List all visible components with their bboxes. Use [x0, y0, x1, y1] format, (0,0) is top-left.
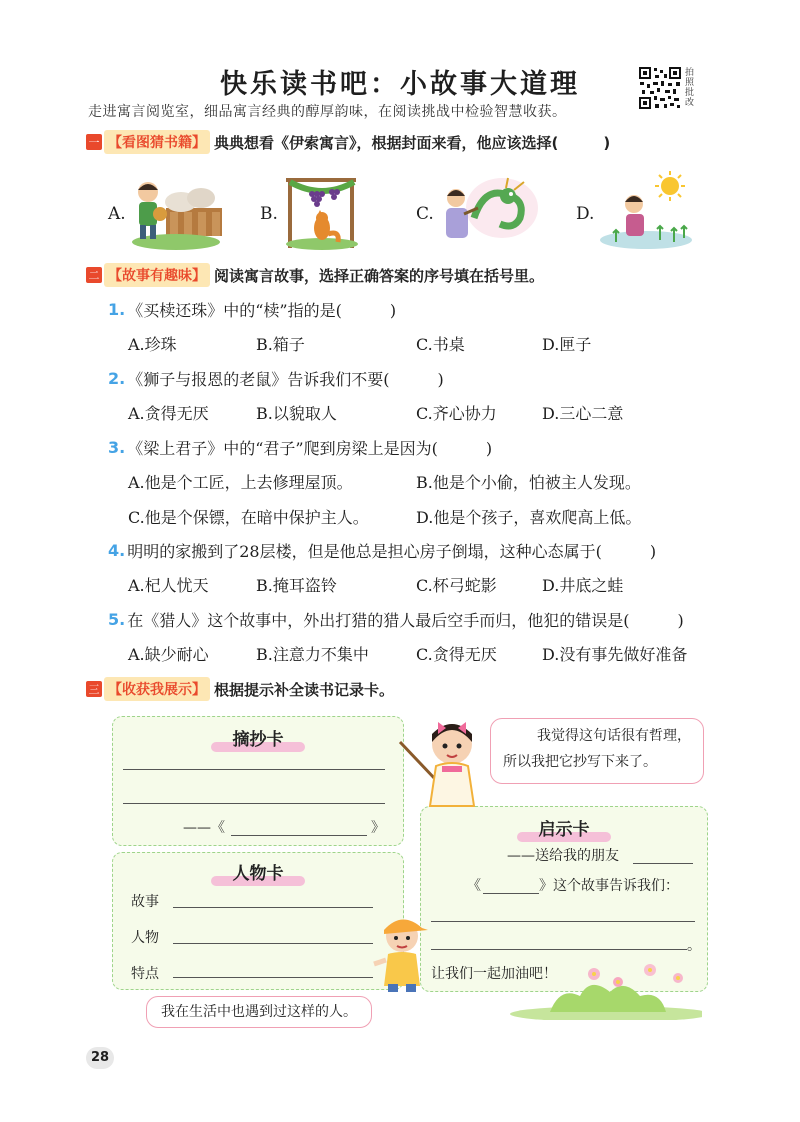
question-text: 明明的家搬到了28层楼，但是他总是担心房子倒塌，这种心态属于( ) [127, 542, 657, 561]
page-title: 快乐读书吧：小故事大道理 [220, 69, 580, 100]
page-subtitle: 走进寓言阅览室，细品寓言经典的醇厚韵味，在阅读挑战中检验智慧收获。 [88, 104, 567, 120]
question-text: 《狮子与报恩的老鼠》告诉我们不要( ) [127, 370, 444, 389]
insight-friend-blank[interactable] [633, 863, 693, 864]
person-card-title: 人物卡 [223, 859, 293, 884]
option-c[interactable]: C.他是个保镖，在暗中保护主人。 [128, 508, 369, 527]
section-tag: 【看图猜书籍】 [104, 130, 210, 154]
insight-dedication: ——送给我的朋友 [507, 848, 619, 864]
insight-cheer: 让我们一起加油吧！ [431, 966, 557, 982]
girl-bubble-line-1: 我觉得这句话很有哲理， [537, 728, 691, 744]
question-text: 《买椟还珠》中的“椟”指的是( ) [127, 301, 397, 320]
option-c[interactable]: C.杯弓蛇影 [416, 576, 497, 595]
question-number: 4. [108, 541, 126, 560]
flowers-icon [490, 962, 702, 1020]
insight-story-blank[interactable] [483, 893, 539, 894]
section-number: 三 [86, 681, 102, 697]
question-number: 5. [108, 610, 126, 629]
option-a[interactable]: A.他是个工匠，上去修理屋顶。 [128, 473, 353, 492]
excerpt-source-suffix: 》 [371, 820, 385, 836]
option-c[interactable]: C.书桌 [416, 335, 465, 354]
excerpt-line-1[interactable] [123, 769, 385, 770]
option-d[interactable]: D.没有事先做好准备 [542, 645, 688, 664]
person-character-blank[interactable] [173, 943, 373, 944]
question-number: 2. [108, 369, 126, 388]
section-number: 一 [86, 134, 102, 150]
question-3 [108, 436, 492, 459]
fox-grapes-icon[interactable] [282, 170, 362, 252]
excerpt-line-2[interactable] [123, 803, 385, 804]
qr-code-icon[interactable] [638, 66, 682, 110]
option-b[interactable]: B.以貌取人 [256, 404, 337, 423]
question-text: 《梁上君子》中的“君子”爬到房梁上是因为( ) [127, 439, 493, 458]
option-a[interactable]: A.珍珠 [128, 335, 177, 354]
question-text: 在《猎人》这个故事中，外出打猎的猎人最后空手而归，他犯的错误是( ) [127, 611, 684, 630]
option-a[interactable]: A.缺少耐心 [128, 645, 209, 664]
girl-character-icon [396, 714, 490, 812]
boy-character-icon [370, 906, 436, 994]
section-1-header [86, 129, 610, 155]
insight-line-1[interactable] [431, 921, 695, 922]
option-a[interactable]: A.贪得无厌 [128, 404, 209, 423]
section-tag: 【收获我展示】 [104, 677, 210, 701]
insight-story-prefix: 《 [467, 878, 481, 894]
girl-bubble-line-2: 所以我把它抄写下来了。 [503, 754, 657, 770]
section-instruction: 阅读寓言故事，选择正确答案的序号填在括号里。 [214, 266, 545, 285]
dragon-painting-icon[interactable] [434, 168, 540, 252]
excerpt-card [112, 716, 404, 846]
mirror-selling-boy-icon[interactable] [126, 170, 226, 252]
option-b[interactable]: B.注意力不集中 [256, 645, 369, 664]
question-2 [108, 367, 444, 390]
person-card [112, 852, 404, 990]
excerpt-card-title: 摘抄卡 [223, 725, 293, 750]
option-c-label: C. [416, 204, 434, 224]
seedling-pulling-icon[interactable] [596, 168, 696, 252]
question-5 [108, 608, 684, 631]
section-number: 二 [86, 267, 102, 283]
option-d-label: D. [576, 204, 595, 224]
excerpt-source-blank[interactable] [231, 835, 367, 836]
option-d[interactable]: D.匣子 [542, 335, 592, 354]
person-label-story: 故事 [131, 894, 159, 910]
question-number: 3. [108, 438, 126, 457]
section-tag: 【故事有趣味】 [104, 263, 210, 287]
person-label-character: 人物 [131, 930, 159, 946]
option-a[interactable]: A.杞人忧天 [128, 576, 209, 595]
option-d[interactable]: D.井底之蛙 [542, 576, 624, 595]
option-c[interactable]: C.齐心协力 [416, 404, 497, 423]
option-b-label: B. [260, 204, 278, 224]
option-d[interactable]: D.三心二意 [542, 404, 624, 423]
option-b[interactable]: B.他是个小偷，怕被主人发现。 [416, 473, 641, 492]
question-1 [108, 298, 396, 321]
section-3-header [86, 676, 394, 702]
section-instruction: 根据提示补全读书记录卡。 [214, 680, 395, 699]
option-c[interactable]: C.贪得无厌 [416, 645, 497, 664]
page-number: 28 [86, 1047, 114, 1069]
insight-line-2[interactable] [431, 949, 687, 950]
question-4 [108, 539, 656, 562]
option-b[interactable]: B.箱子 [256, 335, 305, 354]
option-d[interactable]: D.他是个孩子，喜欢爬高上低。 [416, 508, 642, 527]
person-story-blank[interactable] [173, 907, 373, 908]
section-2-header [86, 262, 544, 288]
excerpt-source-prefix: ——《 [183, 820, 225, 836]
option-b[interactable]: B.掩耳盗铃 [256, 576, 337, 595]
person-label-trait: 特点 [131, 966, 159, 982]
insight-story-suffix: 》这个故事告诉我们： [539, 878, 679, 894]
qr-label: 拍照批改 [685, 68, 695, 108]
person-trait-blank[interactable] [173, 977, 373, 978]
girl-speech-bubble [490, 718, 704, 784]
option-a-label: A. [108, 204, 126, 224]
insight-card-title: 启示卡 [529, 815, 599, 840]
section-instruction: 典典想看《伊索寓言》，根据封面来看，他应该选择( ) [214, 133, 611, 152]
insight-end-mark: 。 [687, 938, 701, 954]
boy-speech-bubble: 我在生活中也遇到过这样的人。 [146, 996, 372, 1028]
question-number: 1. [108, 300, 126, 319]
